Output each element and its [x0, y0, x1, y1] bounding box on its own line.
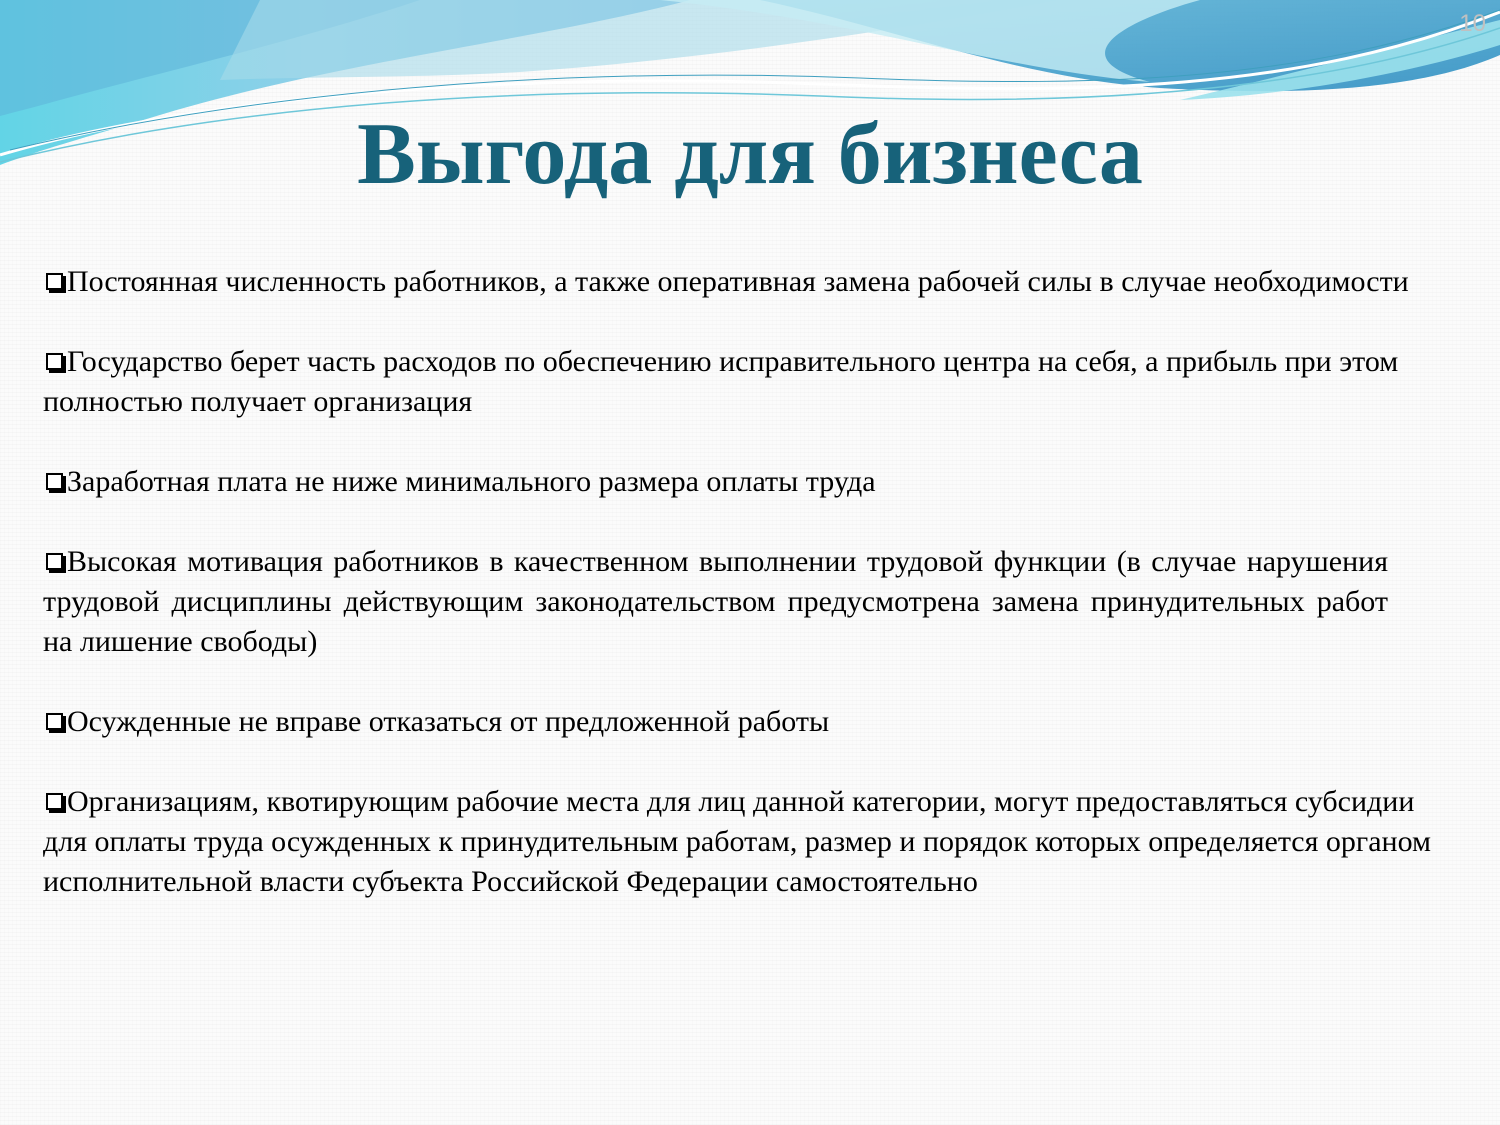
- bullet-item: [43, 702, 1433, 742]
- bullet-text: Государство берет часть расходов по обеспечению исправительного центра на себя, а прибыль при этом полностью получает организация: [43, 345, 1399, 418]
- bullet-item: [43, 342, 1433, 422]
- bullet-item: [43, 462, 1433, 502]
- bullet-text: Постоянная численность работников, а также оперативная замена рабочей силы в случае необходимости: [67, 265, 1409, 298]
- slide-number: 10: [1459, 10, 1486, 37]
- slide-title: Выгода для бизнеса: [357, 106, 1143, 203]
- bullet-list: [43, 262, 1433, 942]
- checkbox-icon: [46, 473, 63, 490]
- checkbox-icon: [46, 793, 63, 810]
- bullet-text: Осужденные не вправе отказаться от предложенной работы: [67, 705, 830, 738]
- bullet-text: Высокая мотивация работников в качественном выполнении трудовой функции (в случае нарушения трудовой дисциплины действующим законодательством предусмотрена замена принудительных работ на лишение свободы): [43, 545, 1388, 658]
- checkbox-icon: [46, 553, 63, 570]
- bullet-text: Организациям, квотирующим рабочие места для лиц данной категории, могут предоставляться субсидии для оплаты труда осужденных к принудительным работам, размер и порядок которых определяется органом исполнительной власти субъекта Российской Федерации самостоятельно: [43, 785, 1432, 898]
- bullet-item: [43, 782, 1433, 902]
- checkbox-icon: [46, 713, 63, 730]
- checkbox-icon: [46, 273, 63, 290]
- checkbox-icon: [46, 353, 63, 370]
- bullet-item: [43, 542, 1388, 662]
- bullet-text: Заработная плата не ниже минимального размера оплаты труда: [67, 465, 876, 498]
- bullet-item: [43, 262, 1433, 302]
